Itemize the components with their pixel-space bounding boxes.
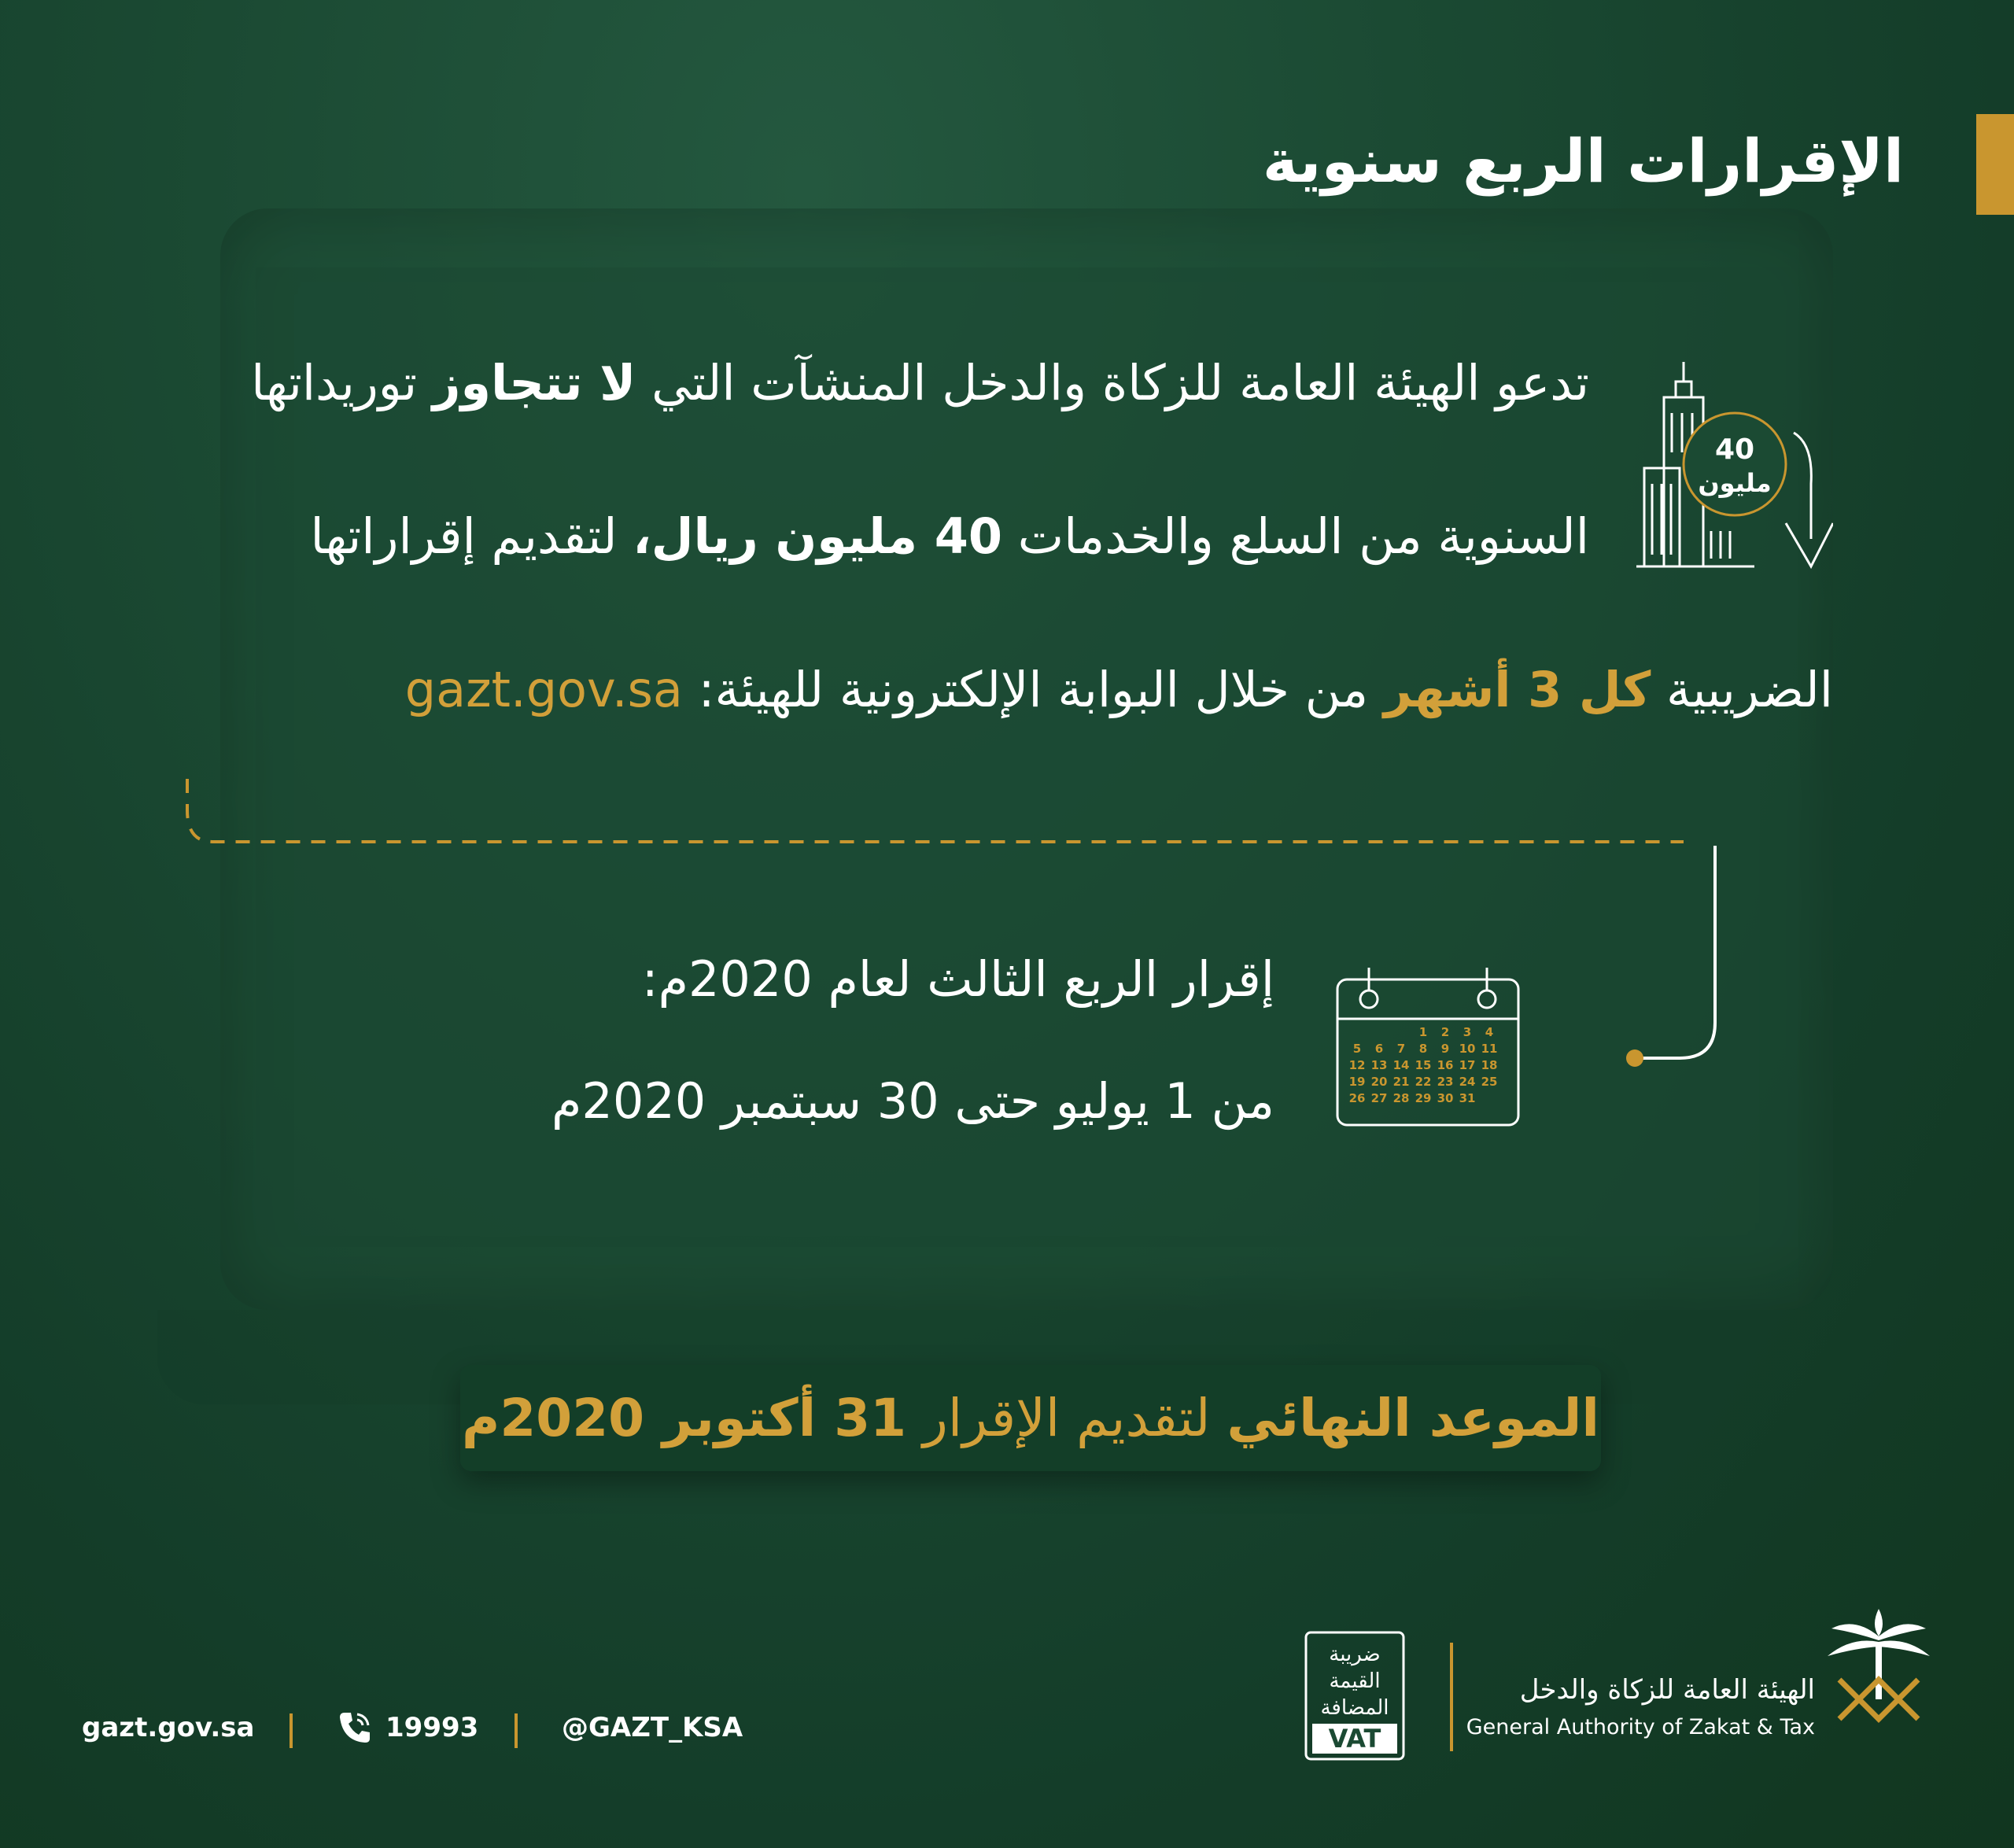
calendar-day: 17 [1459, 1058, 1476, 1072]
footer-divider [1450, 1643, 1453, 1751]
calendar-day: 20 [1370, 1075, 1388, 1089]
intro-line-1-bold: لا تتجاوز [432, 354, 636, 411]
vat-line-2: القيمة [1329, 1669, 1381, 1693]
calendar-day: 1 [1418, 1025, 1428, 1039]
vat-line-1: ضريبة [1329, 1643, 1381, 1666]
calendar-day: 23 [1437, 1075, 1454, 1089]
intro-line-2-bold: 40 مليون ريال، [633, 507, 1003, 565]
calendar-day: 7 [1396, 1042, 1406, 1056]
calendar-day: 22 [1415, 1075, 1432, 1089]
calendar-day: 6 [1374, 1042, 1384, 1056]
footer-phone[interactable]: 19993 [385, 1712, 479, 1743]
calendar-day: 2 [1440, 1025, 1450, 1039]
footer-separator-1 [290, 1713, 293, 1748]
intro-line-2-text-end: لتقديم إقراراتها [310, 507, 618, 565]
phone-icon [337, 1710, 373, 1746]
portal-link[interactable]: gazt.gov.sa [404, 661, 683, 718]
deadline-text [460, 1365, 1601, 1471]
calendar-day: 8 [1418, 1042, 1428, 1056]
calendar-day: 19 [1348, 1075, 1366, 1089]
vat-logo [1304, 1631, 1405, 1761]
intro-line-2-text: السنوية من السلع والخدمات [1017, 507, 1589, 565]
calendar-day: 28 [1392, 1091, 1410, 1105]
deadline-middle: لتقديم الإقرار [923, 1388, 1211, 1448]
calendar-day: 9 [1440, 1042, 1450, 1056]
calendar-day: 10 [1459, 1042, 1476, 1056]
calendar-day: 24 [1459, 1075, 1476, 1089]
calendar-day: 3 [1463, 1025, 1472, 1039]
intro-line-2 [311, 507, 1589, 565]
footer-website[interactable]: gazt.gov.sa [82, 1712, 255, 1743]
page-title: الإقرارات الربع سنوية [1262, 126, 1904, 196]
vat-label: VAT [1328, 1724, 1381, 1754]
calendar-day: 15 [1415, 1058, 1432, 1072]
calendar-day: 12 [1348, 1058, 1366, 1072]
footer-separator-2 [515, 1713, 518, 1748]
intro-line-1-text-end: توريداتها [251, 354, 418, 411]
calendar-day: 29 [1415, 1091, 1432, 1105]
deadline-bold: الموعد النهائي [1226, 1388, 1599, 1448]
calendar-day: 18 [1481, 1058, 1498, 1072]
intro-line-1-text: تدعو الهيئة العامة للزكاة والدخل المنشآت التي [651, 354, 1589, 411]
deadline-date: 31 أكتوبر 2020م [462, 1388, 907, 1448]
vat-line-3: المضافة [1320, 1696, 1389, 1720]
intro-line-3-bold: كل 3 أشهر [1383, 661, 1651, 718]
title-accent-bar [1976, 114, 2014, 215]
intro-line-1 [251, 354, 1589, 411]
calendar-day: 21 [1392, 1075, 1410, 1089]
calendar-day: 14 [1392, 1058, 1410, 1072]
quarter-title: إقرار الربع الثالث لعام 2020م: [641, 950, 1274, 1008]
calendar-day: 25 [1481, 1075, 1498, 1089]
calendar-day: 5 [1352, 1042, 1362, 1056]
calendar-day: 4 [1485, 1025, 1494, 1039]
intro-line-3 [405, 661, 1833, 718]
badge-number: 40 [1714, 433, 1755, 466]
intro-line-3-text-end: من خلال البوابة الإلكترونية للهيئة: [698, 661, 1369, 718]
calendar-day: 27 [1370, 1091, 1388, 1105]
calendar-day: 16 [1437, 1058, 1454, 1072]
gazt-palm-logo [1824, 1601, 1934, 1735]
authority-name-ar: الهيئة العامة للزكاة والدخل [1519, 1674, 1815, 1706]
badge-unit: مليون [1698, 468, 1772, 498]
calendar-day: 11 [1481, 1042, 1498, 1056]
calendar-day: 13 [1370, 1058, 1388, 1072]
intro-line-3-text: الضريبية [1665, 661, 1833, 718]
building-icon [1636, 358, 1833, 570]
calendar-day: 30 [1437, 1091, 1454, 1105]
calendar-day: 31 [1459, 1091, 1476, 1105]
footer-twitter[interactable]: @GAZT_KSA [562, 1712, 743, 1743]
authority-name-en: General Authority of Zakat & Tax [1466, 1715, 1815, 1739]
calendar-day: 26 [1348, 1091, 1366, 1105]
calendar-icon [1333, 964, 1522, 1129]
quarter-period: من 1 يوليو حتى 30 سبتمبر 2020م [551, 1072, 1274, 1130]
